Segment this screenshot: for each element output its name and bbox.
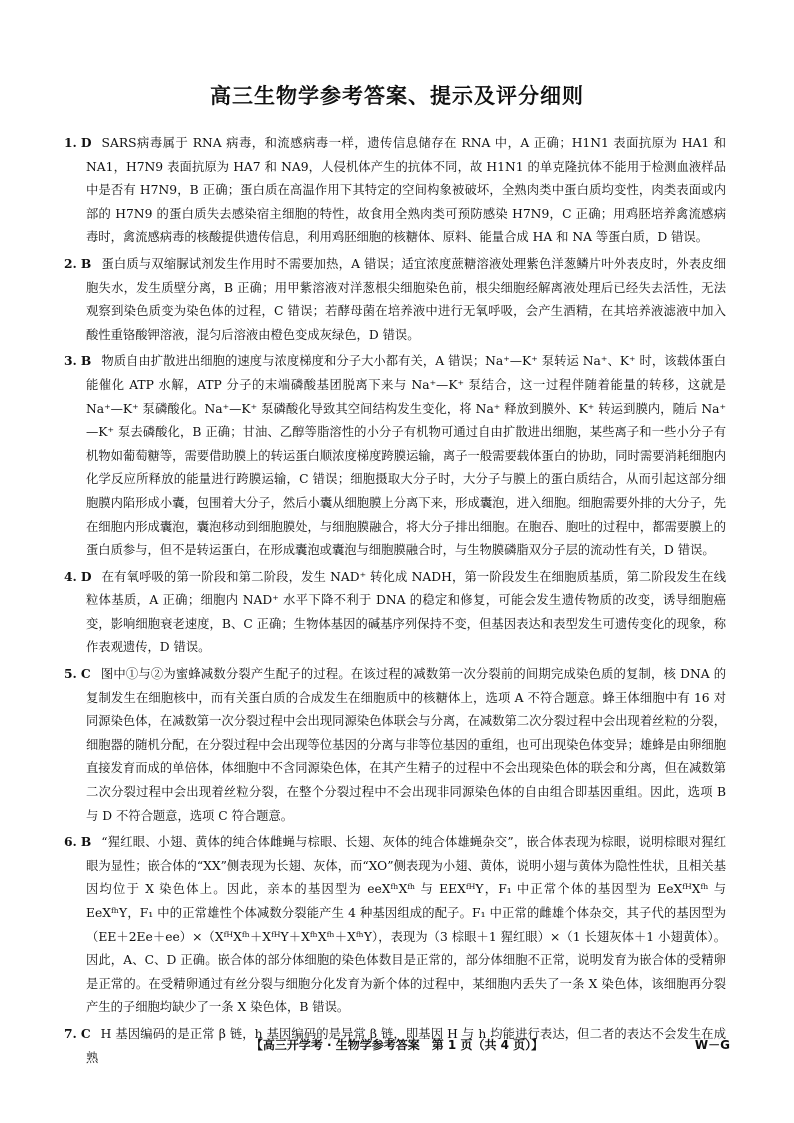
question-answer: C bbox=[80, 1025, 91, 1041]
question-number: 2. bbox=[64, 255, 77, 271]
question-number: 6. bbox=[64, 834, 77, 850]
question-explanation: 蛋白质与双缩脲试剂发生作用时不需要加热，A 错误；适宜浓度蔗糖溶液处理紫色洋葱鳞片叶外表皮时，外表皮细胞失水，发生质壁分离，B 正确；用甲紫溶液对洋葱根尖细胞染色前，根尖细胞经解离液处理后已经失去活性，无法观察到染色质变为染色体的过程，C 错误；若酵母菌在培养液中进行无氧呼吸，会产生酒精，在其培养液滤液中加入酸性重铬酸钾溶液，混匀后溶液由橙色变成灰绿色，D 错误。 bbox=[86, 256, 726, 342]
question-5 bbox=[64, 662, 726, 828]
question-number: 3. bbox=[64, 353, 77, 369]
question-answer: D bbox=[80, 135, 92, 150]
question-explanation: SARS病毒属于 RNA 病毒，和流感病毒一样，遗传信息储存在 RNA 中，A 正确；H1N1 表面抗原为 HA1 和 NA1，H7N9 表面抗原为 HA7 和 NA9，人侵机体产生的抗体不同，故 H1N1 的单克隆抗体不能用于检测血液样品中是否有 H7N9，B 正确；蛋白质在高温作用下其特定的空间构象被破坏，全熟肉类中蛋白质均变性，肉类表面或内部的 H7N9 的蛋白质失去感染宿主细胞的特性，故食用全熟肉类可预防感染 H7N9，C 正确；用鸡胚培养禽流感病毒时，禽流感病毒的核酸提供遗传信息，利用鸡胚细胞的核糖体、原料、能量合成 HA 和 NA 等蛋白质，D 错误。 bbox=[86, 136, 726, 245]
question-explanation: 图中①与②为蜜蜂减数分裂产生配子的过程。在该过程的减数第一次分裂前的间期完成染色质的复制，核 DNA 的复制发生在细胞核中，而有关蛋白质的合成发生在细胞质中的核糖体上，选项 A 不符合题意。蜂王体细胞中有 16 对同源染色体，在减数第一次分裂过程中会出现同源染色体联会与分离，在减数第二次分裂过程中会出现着丝粒的分裂，细胞器的随机分配，在分裂过程中会出现等位基因的分离与非等位基因的重组，也可出现染色体变异；雄蜂是由卵细胞直接发育而成的单倍体，体细胞中不含同源染色体，在其产生精子的过程中不会出现染色体的联会和分离，但在减数第二次分裂过程中会出现着丝粒分裂，在整个分裂过程中不会出现非同源染色体的自由组合即基因重组。因此，选项 B 与 D 不符合题意，选项 C 符合题意。 bbox=[86, 667, 726, 823]
question-answer: D bbox=[80, 568, 92, 584]
question-number: 7. bbox=[64, 1025, 77, 1041]
question-4 bbox=[64, 565, 726, 660]
question-answer: C bbox=[80, 666, 91, 682]
question-explanation: 物质自由扩散进出细胞的速度与浓度梯度和分子大小都有关，A 错误；Na⁺—K⁺ 泵转运 Na⁺、K⁺ 时，该载体蛋白能催化 ATP 水解，ATP 分子的末端磷酸基团脱离下来与 Na⁺—K⁺ 泵结合，这一过程伴随着能量的转移，这就是 Na⁺—K⁺ 泵磷酸化。Na⁺—K⁺ 泵磷酸化导致其空间结构发生变化，将 Na⁺ 释放到膜外、K⁺ 转运到膜内，随后 Na⁺—K⁺ 泵去磷酸化，B 正确；甘油、乙醇等脂溶性的小分子有机物可通过自由扩散进出细胞，某些离子和一些小分子有机物如葡萄糖等，需要借助膜上的转运蛋白顺浓度梯度跨膜运输，离子一般需要载体蛋白的协助，同时需要消耗细胞内化学反应所释放的能量进行跨膜运输，C 错误；细胞摄取大分子时，大分子与膜上的蛋白质结合，从而引起这部分细胞膜内陷形成小囊，包围着大分子，然后小囊从细胞膜上分离下来，形成囊泡，进入细胞。细胞需要外排的大分子，先在细胞内形成囊泡，囊泡移动到细胞膜处，与细胞膜融合，将大分子排出细胞。在胞吞、胞吐的过程中，都需要膜上的蛋白质参与，但不是转运蛋白，在形成囊泡或囊泡与细胞膜融合时，与生物膜磷脂双分子层的流动性有关，D 错误。 bbox=[86, 354, 726, 558]
question-answer: B bbox=[80, 353, 92, 369]
question-explanation: 在有氧呼吸的第一阶段和第二阶段，发生 NAD⁺ 转化成 NADH，第一阶段发生在细胞质基质，第二阶段发生在线粒体基质，A 正确；细胞内 NAD⁺ 水平下降不利于 DNA 的稳定和修复，可能会发生遗传物质的改变，诱导细胞癌变，影响细胞衰老速度，B、C 正确；生物体基因的碱基序列保持不变，但基因表达和表型发生可遗传变化的现象，称作表观遗传，D 错误。 bbox=[86, 569, 726, 655]
question-number: 5. bbox=[64, 666, 77, 682]
question-6 bbox=[64, 830, 726, 1020]
question-number: 4. bbox=[64, 568, 77, 584]
question-2 bbox=[64, 252, 726, 347]
question-1 bbox=[64, 131, 726, 250]
answer-list bbox=[64, 131, 726, 1072]
question-3 bbox=[64, 349, 726, 562]
footer-page-info: 【高三开学考 · 生物学参考答案 第 1 页（共 4 页）】 bbox=[250, 1038, 544, 1052]
question-answer: B bbox=[80, 834, 92, 850]
footer-code: W－G bbox=[694, 1038, 730, 1052]
question-number: 1. bbox=[64, 135, 77, 150]
page-title: 高三生物学参考答案、提示及评分细则 bbox=[210, 84, 584, 108]
question-explanation: H 基因编码的是正常 β 链，h 基因编码的是异常 β 链，即基因 H 与 h 均能进行表达，但二者的表达不会发生在成熟 bbox=[86, 1026, 726, 1065]
question-answer: B bbox=[80, 255, 92, 271]
question-explanation: “猩红眼、小翅、黄体的纯合体雌蝇与棕眼、长翅、灰体的纯合体雄蝇杂交”，嵌合体表现为棕眼，说明棕眼对猩红眼为显性；嵌合体的“XX”侧表现为长翅、灰体，而“XO”侧表现为小翅、黄体，说明小翅与黄体为隐性性状，且相关基因均位于 X 染色体上。因此，亲本的基因型为 eeXᶠʰXᶠʰ 与 EEXᶠᴴY，F₁ 中正常个体的基因型为 EeXᶠᴴXᶠʰ 与 EeXᶠʰY，F₁ 中的正常雄性个体减数分裂能产生 4 种基因组成的配子。F₁ 中正常的雌雄个体杂交，其子代的基因型为（EE＋2Ee＋ee）×（XᶠᴴXᶠʰ＋XᶠᴴY＋XᶠʰXᶠʰ＋XᶠʰY），表现为（3 棕眼＋1 猩红眼）×（1 长翅灰体＋1 小翅黄体）。因此，A、C、D 正确。嵌合体的部分体细胞的染色体数目是正常的，部分体细胞不正常，说明发育为嵌合体的受精卵是正常的。在受精卵通过有丝分裂与细胞分化发育为新个体的过程中，某细胞内丢失了一条 X 染色体，该细胞再分裂产生的子细胞均缺少了一条 X 染色体，B 错误。 bbox=[86, 835, 726, 1015]
